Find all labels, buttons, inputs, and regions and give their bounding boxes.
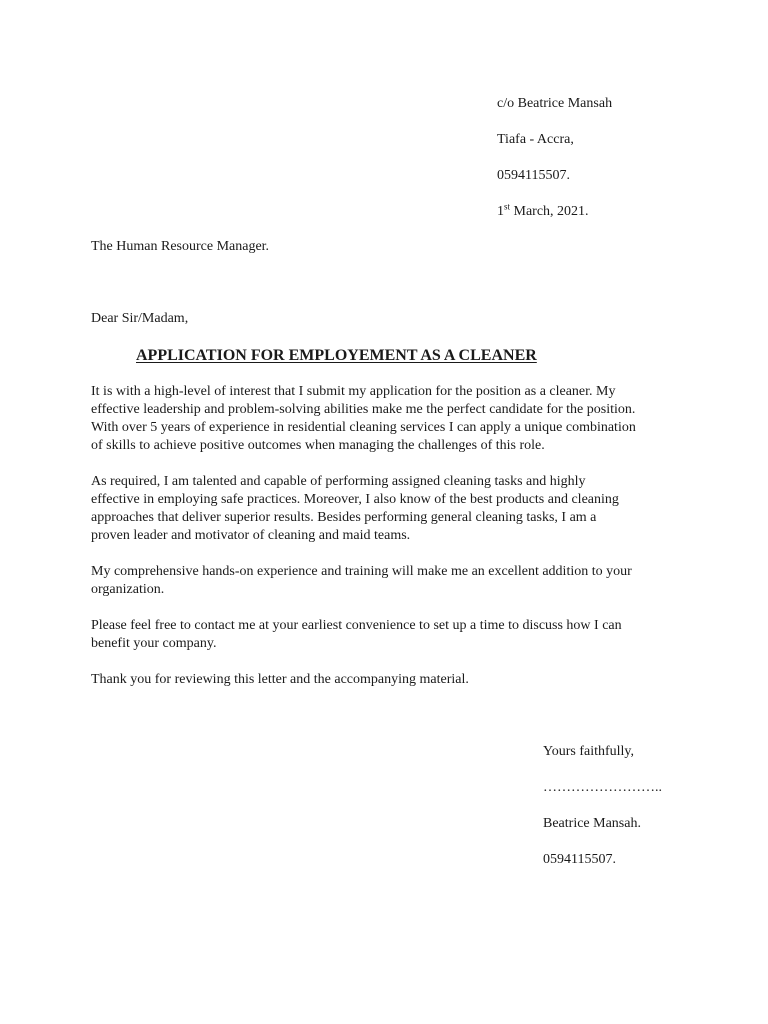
sender-phone: 0594115507. [497,168,570,183]
signer-phone: 0594115507. [543,852,616,867]
body-paragraph-line: As required, I am talented and capable of performing assigned cleaning tasks and highly [91,474,586,489]
salutation: Dear Sir/Madam, [91,311,189,326]
body-paragraph-line: My comprehensive hands-on experience and training will make me an excellent addition to your [91,564,632,579]
signer-name: Beatrice Mansah. [543,816,641,831]
sender-location: Tiafa - Accra, [497,132,574,147]
sender-address-block [497,95,612,221]
letter-date [497,203,612,221]
body-paragraph-line: effective in employing safe practices. Moreover, I also know of the best products and cleaning [91,492,619,507]
body-paragraph [91,671,691,689]
body-paragraph [91,617,691,653]
letter-body [91,383,691,707]
body-paragraph-line: proven leader and motivator of cleaning and maid teams. [91,528,411,543]
body-paragraph [91,473,691,545]
body-paragraph-line: Please feel free to contact me at your earliest convenience to set up a time to discuss how I can [91,618,622,633]
body-paragraph-line: Thank you for reviewing this letter and the accompanying material. [91,672,469,687]
body-paragraph-line: benefit your company. [91,636,217,651]
body-paragraph-line: effective leadership and problem-solving abilities make me the perfect candidate for the position. [91,402,636,417]
date-month-year: March, 2021. [510,204,589,219]
date-ordinal: st [504,201,511,212]
subject-heading: APPLICATION FOR EMPLOYEMENT AS A CLEANER [136,347,537,364]
signature-line: …………………….. [543,780,662,795]
body-paragraph [91,563,691,599]
sender-care-of: c/o Beatrice Mansah [497,96,613,111]
body-paragraph-line: With over 5 years of experience in residential cleaning services I can apply a unique combination [91,420,636,435]
body-paragraph-line: of skills to achieve positive outcomes when managing the challenges of this role. [91,438,545,453]
body-paragraph-line: It is with a high-level of interest that I submit my application for the position as a cleaner. My [91,384,616,399]
body-paragraph [91,383,691,455]
body-paragraph-line: approaches that deliver superior results. Besides performing general cleaning tasks, I am a [91,510,597,525]
valediction: Yours faithfully, [543,744,635,759]
recipient-line: The Human Resource Manager. [91,239,270,254]
date-day: 1 [497,204,504,219]
closing-block [543,743,662,869]
body-paragraph-line: organization. [91,582,165,597]
